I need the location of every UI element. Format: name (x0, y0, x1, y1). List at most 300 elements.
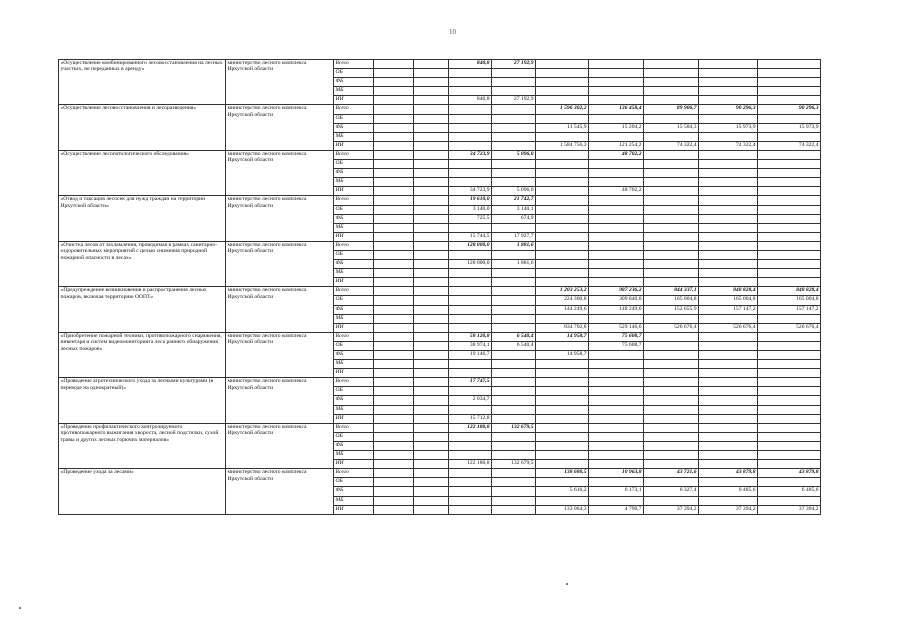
amount-cell: 526 676,4 (758, 323, 821, 332)
amount-cell (758, 278, 821, 287)
funding-source: ФБ (334, 351, 374, 360)
table-row-total (59, 423, 821, 432)
funding-source: Всего (334, 469, 374, 478)
amount-cell (374, 169, 414, 178)
amount-cell (374, 305, 414, 314)
funding-source: ФБ (334, 78, 374, 87)
amount-cell (589, 360, 644, 369)
amount-cell (374, 160, 414, 169)
scan-speck (566, 583, 568, 585)
amount-cell (589, 69, 644, 78)
amount-cell: 6 540,4 (492, 332, 536, 341)
amount-cell: 309 840,0 (589, 296, 644, 305)
amount-cell (414, 332, 449, 341)
funding-source: ОБ (334, 250, 374, 259)
budget-table (58, 59, 821, 515)
amount-cell: 165 004,8 (758, 296, 821, 305)
amount-cell (449, 487, 492, 496)
amount-cell (492, 405, 536, 414)
amount-cell (758, 360, 821, 369)
amount-cell (758, 96, 821, 105)
amount-cell (536, 241, 589, 250)
amount-cell (414, 214, 449, 223)
amount-cell (536, 132, 589, 141)
amount-cell (492, 505, 536, 514)
amount-cell: 529 146,6 (589, 323, 644, 332)
amount-cell (699, 414, 758, 423)
amount-cell (644, 250, 699, 259)
amount-cell (699, 351, 758, 360)
activity-name: «Проведение агротехнического ухода за лесными культурами (в переводе на однократный)» (59, 378, 226, 423)
funding-source: Всего (334, 105, 374, 114)
amount-cell (699, 332, 758, 341)
amount-cell (536, 378, 589, 387)
amount-cell (414, 478, 449, 487)
amount-cell (374, 96, 414, 105)
amount-cell: 5 096,0 (492, 150, 536, 159)
amount-cell (589, 405, 644, 414)
amount-cell (414, 441, 449, 450)
table-row-total (59, 378, 821, 387)
amount-cell (414, 378, 449, 387)
amount-cell (449, 314, 492, 323)
amount-cell (414, 241, 449, 250)
amount-cell (699, 496, 758, 505)
funding-source: ИИ (334, 505, 374, 514)
amount-cell (414, 87, 449, 96)
amount-cell (536, 387, 589, 396)
amount-cell (374, 287, 414, 296)
amount-cell (589, 414, 644, 423)
amount-cell (644, 223, 699, 232)
amount-cell (758, 496, 821, 505)
amount-cell (492, 305, 536, 314)
amount-cell (449, 141, 492, 150)
amount-cell (589, 314, 644, 323)
amount-cell: 48 702,2 (589, 150, 644, 159)
page-number: 10 (449, 28, 456, 36)
funding-source: ФБ (334, 487, 374, 496)
amount-cell: 3 140,1 (492, 205, 536, 214)
amount-cell (414, 60, 449, 69)
amount-cell: 58 120,8 (449, 332, 492, 341)
amount-cell (449, 278, 492, 287)
amount-cell: 10 963,8 (589, 469, 644, 478)
amount-cell (699, 250, 758, 259)
amount-cell (449, 114, 492, 123)
amount-cell (644, 369, 699, 378)
amount-cell (414, 369, 449, 378)
amount-cell: 132 679,5 (492, 423, 536, 432)
amount-cell (699, 460, 758, 469)
amount-cell (699, 378, 758, 387)
amount-cell (414, 132, 449, 141)
amount-cell: 5 616,2 (536, 487, 589, 496)
amount-cell (758, 396, 821, 405)
amount-cell (414, 505, 449, 514)
funding-source: ИИ (334, 369, 374, 378)
amount-cell (644, 387, 699, 396)
amount-cell: 987 236,2 (589, 287, 644, 296)
amount-cell: 157 147,2 (758, 305, 821, 314)
amount-cell (449, 250, 492, 259)
amount-cell (644, 405, 699, 414)
activity-name: «Осуществление комбинированного лесовосстановления на лесных участках, не переданных в аренду» (59, 60, 226, 105)
amount-cell (758, 196, 821, 205)
amount-cell: 6 485,6 (699, 487, 758, 496)
funding-source: МБ (334, 314, 374, 323)
amount-cell (758, 250, 821, 259)
amount-cell (536, 78, 589, 87)
amount-cell (414, 351, 449, 360)
amount-cell (374, 505, 414, 514)
amount-cell: 840,8 (449, 96, 492, 105)
amount-cell (536, 451, 589, 460)
amount-cell (758, 414, 821, 423)
amount-cell (589, 396, 644, 405)
funding-source: ОБ (334, 432, 374, 441)
executor-name: министерство лесного комплекса Иркутской области (226, 423, 334, 468)
amount-cell (374, 496, 414, 505)
amount-cell (374, 250, 414, 259)
amount-cell (758, 378, 821, 387)
amount-cell (758, 341, 821, 350)
amount-cell (758, 432, 821, 441)
amount-cell (758, 332, 821, 341)
scan-speck (19, 607, 21, 609)
amount-cell (492, 360, 536, 369)
amount-cell (758, 150, 821, 159)
amount-cell: 43 879,8 (758, 469, 821, 478)
amount-cell (589, 160, 644, 169)
executor-name: министерство лесного комплекса Иркутской области (226, 150, 334, 195)
amount-cell (374, 378, 414, 387)
amount-cell (374, 369, 414, 378)
executor-name: министерство лесного комплекса Иркутской области (226, 241, 334, 286)
executor-name: министерство лесного комплекса Иркутской области (226, 60, 334, 105)
activity-name: «Очистка лесов от захламления, проводимая в рамках санитарно-оздоровительных мероприятий с целью снижения природной пожарной опасности в лесах» (59, 241, 226, 286)
amount-cell (414, 250, 449, 259)
amount-cell (699, 223, 758, 232)
amount-cell (374, 87, 414, 96)
amount-cell (758, 132, 821, 141)
amount-cell: 1 203 253,2 (536, 287, 589, 296)
amount-cell: 725,5 (449, 214, 492, 223)
amount-cell (414, 69, 449, 78)
funding-source: Всего (334, 287, 374, 296)
amount-cell (374, 414, 414, 423)
amount-cell: 136 458,4 (589, 105, 644, 114)
amount-cell: 840,8 (449, 60, 492, 69)
amount-cell: 132 679,5 (492, 460, 536, 469)
amount-cell (414, 178, 449, 187)
amount-cell (414, 487, 449, 496)
amount-cell (374, 441, 414, 450)
funding-source: МБ (334, 451, 374, 460)
amount-cell (449, 387, 492, 396)
amount-cell: 34 723,9 (449, 150, 492, 159)
amount-cell (699, 405, 758, 414)
amount-cell (536, 87, 589, 96)
funding-source: Всего (334, 332, 374, 341)
amount-cell (644, 451, 699, 460)
amount-cell (374, 396, 414, 405)
amount-cell (644, 351, 699, 360)
amount-cell (414, 451, 449, 460)
amount-cell (758, 205, 821, 214)
amount-cell (699, 314, 758, 323)
amount-cell: 37 394,2 (699, 505, 758, 514)
amount-cell: 144 249,6 (536, 305, 589, 314)
amount-cell (414, 78, 449, 87)
amount-cell (589, 432, 644, 441)
funding-source: ФБ (334, 123, 374, 132)
amount-cell (414, 432, 449, 441)
amount-cell: 165 004,8 (699, 296, 758, 305)
amount-cell (699, 423, 758, 432)
table-row-total (59, 60, 821, 69)
amount-cell (758, 441, 821, 450)
amount-cell (449, 269, 492, 278)
amount-cell (414, 114, 449, 123)
amount-cell (536, 196, 589, 205)
amount-cell (644, 278, 699, 287)
funding-source: Всего (334, 150, 374, 159)
amount-cell (644, 241, 699, 250)
amount-cell (644, 205, 699, 214)
amount-cell (589, 387, 644, 396)
amount-cell: 1 584 756,3 (536, 141, 589, 150)
amount-cell (589, 205, 644, 214)
amount-cell (536, 69, 589, 78)
activity-name: «Предупреждение возникновения и распространения лесных пожаров, включая территорию ООПТ» (59, 287, 226, 332)
amount-cell (449, 123, 492, 132)
amount-cell (644, 69, 699, 78)
funding-source: ФБ (334, 305, 374, 314)
funding-source: МБ (334, 178, 374, 187)
amount-cell (374, 123, 414, 132)
amount-cell: 128 000,0 (449, 260, 492, 269)
amount-cell: 14 958,7 (536, 332, 589, 341)
amount-cell (699, 432, 758, 441)
amount-cell (699, 260, 758, 269)
funding-source: ИИ (334, 232, 374, 241)
amount-cell (758, 478, 821, 487)
funding-source: ФБ (334, 260, 374, 269)
amount-cell (644, 396, 699, 405)
amount-cell (699, 396, 758, 405)
amount-cell (374, 323, 414, 332)
amount-cell (374, 105, 414, 114)
amount-cell (536, 369, 589, 378)
amount-cell (536, 114, 589, 123)
amount-cell (589, 451, 644, 460)
amount-cell (699, 278, 758, 287)
amount-cell (492, 223, 536, 232)
amount-cell (758, 232, 821, 241)
amount-cell: 11 545,9 (536, 123, 589, 132)
amount-cell (536, 150, 589, 159)
amount-cell: 15 204,2 (589, 123, 644, 132)
amount-cell (589, 460, 644, 469)
amount-cell (536, 414, 589, 423)
funding-source: ИИ (334, 460, 374, 469)
amount-cell (758, 451, 821, 460)
amount-cell (374, 78, 414, 87)
amount-cell (374, 223, 414, 232)
amount-cell: 224 300,8 (536, 296, 589, 305)
amount-cell (374, 60, 414, 69)
activity-name: «Отвод и таксация лесосек для нужд граждан на территории Иркутской области» (59, 196, 226, 241)
amount-cell (758, 260, 821, 269)
amount-cell (699, 78, 758, 87)
amount-cell (414, 387, 449, 396)
amount-cell (699, 269, 758, 278)
funding-source: МБ (334, 132, 374, 141)
amount-cell (589, 169, 644, 178)
executor-name: министерство лесного комплекса Иркутской области (226, 105, 334, 150)
amount-cell (414, 360, 449, 369)
amount-cell (492, 123, 536, 132)
amount-cell (414, 196, 449, 205)
amount-cell (492, 160, 536, 169)
amount-cell (536, 96, 589, 105)
amount-cell (644, 96, 699, 105)
amount-cell (492, 178, 536, 187)
amount-cell (536, 432, 589, 441)
funding-source: МБ (334, 269, 374, 278)
amount-cell: 15 744,5 (449, 232, 492, 241)
funding-source: ИИ (334, 96, 374, 105)
funding-source: ИИ (334, 141, 374, 150)
amount-cell: 6 327,4 (644, 487, 699, 496)
amount-cell (589, 250, 644, 259)
amount-cell (758, 314, 821, 323)
amount-cell (492, 87, 536, 96)
amount-cell (644, 87, 699, 96)
amount-cell (644, 460, 699, 469)
funding-source: ИИ (334, 323, 374, 332)
amount-cell (414, 405, 449, 414)
amount-cell (449, 505, 492, 514)
table-row-total (59, 150, 821, 159)
amount-cell (536, 223, 589, 232)
amount-cell (374, 351, 414, 360)
activity-name: «Осуществление лесопатологического обследования» (59, 150, 226, 195)
amount-cell (589, 87, 644, 96)
amount-cell (699, 160, 758, 169)
amount-cell (414, 150, 449, 159)
amount-cell: 19 146,7 (449, 351, 492, 360)
amount-cell (374, 432, 414, 441)
amount-cell: 34 723,9 (449, 187, 492, 196)
amount-cell (492, 314, 536, 323)
amount-cell (492, 114, 536, 123)
amount-cell: 848 828,4 (699, 287, 758, 296)
amount-cell (589, 114, 644, 123)
amount-cell: 148 249,6 (589, 305, 644, 314)
amount-cell (414, 205, 449, 214)
executor-name: министерство лесного комплекса Иркутской области (226, 196, 334, 241)
amount-cell (374, 132, 414, 141)
amount-cell (449, 441, 492, 450)
amount-cell (536, 269, 589, 278)
amount-cell (699, 60, 758, 69)
amount-cell: 1 596 302,2 (536, 105, 589, 114)
amount-cell: 27 192,9 (492, 60, 536, 69)
funding-source: ОБ (334, 478, 374, 487)
amount-cell (374, 487, 414, 496)
amount-cell (449, 178, 492, 187)
amount-cell (414, 469, 449, 478)
amount-cell (644, 269, 699, 278)
amount-cell: 844 337,1 (644, 287, 699, 296)
amount-cell (449, 78, 492, 87)
amount-cell: 526 676,4 (699, 323, 758, 332)
amount-cell (644, 150, 699, 159)
amount-cell (589, 78, 644, 87)
amount-cell (699, 360, 758, 369)
amount-cell (644, 214, 699, 223)
amount-cell: 37 394,2 (758, 505, 821, 514)
amount-cell: 15 712,8 (449, 414, 492, 423)
amount-cell (589, 260, 644, 269)
amount-cell (644, 378, 699, 387)
amount-cell (644, 132, 699, 141)
amount-cell (449, 296, 492, 305)
amount-cell (492, 469, 536, 478)
amount-cell (644, 169, 699, 178)
amount-cell (589, 60, 644, 69)
amount-cell (536, 441, 589, 450)
amount-cell (644, 114, 699, 123)
amount-cell (414, 187, 449, 196)
amount-cell (536, 396, 589, 405)
amount-cell (644, 232, 699, 241)
executor-name: министерство лесного комплекса Иркутской области (226, 332, 334, 377)
amount-cell (492, 351, 536, 360)
amount-cell (374, 314, 414, 323)
amount-cell (449, 223, 492, 232)
amount-cell (536, 60, 589, 69)
funding-source: ОБ (334, 296, 374, 305)
amount-cell: 834 702,8 (536, 323, 589, 332)
funding-source: ФБ (334, 396, 374, 405)
amount-cell: 90 296,3 (699, 105, 758, 114)
amount-cell (536, 278, 589, 287)
amount-cell (492, 487, 536, 496)
funding-source: ОБ (334, 387, 374, 396)
amount-cell: 19 610,0 (449, 196, 492, 205)
amount-cell: 5 096,0 (492, 187, 536, 196)
amount-cell (414, 296, 449, 305)
activity-name: «Проведение ухода за лесами» (59, 469, 226, 514)
amount-cell (699, 451, 758, 460)
amount-cell (536, 205, 589, 214)
table-row-total (59, 469, 821, 478)
amount-cell: 15 973,9 (758, 123, 821, 132)
amount-cell: 48 702,2 (589, 187, 644, 196)
amount-cell (536, 178, 589, 187)
table-row-total (59, 196, 821, 205)
amount-cell: 3 140,0 (449, 205, 492, 214)
table-row-total (59, 287, 821, 296)
amount-cell (492, 451, 536, 460)
amount-cell (536, 250, 589, 259)
amount-cell (644, 360, 699, 369)
amount-cell (699, 114, 758, 123)
executor-name: министерство лесного комплекса Иркутской области (226, 469, 334, 514)
